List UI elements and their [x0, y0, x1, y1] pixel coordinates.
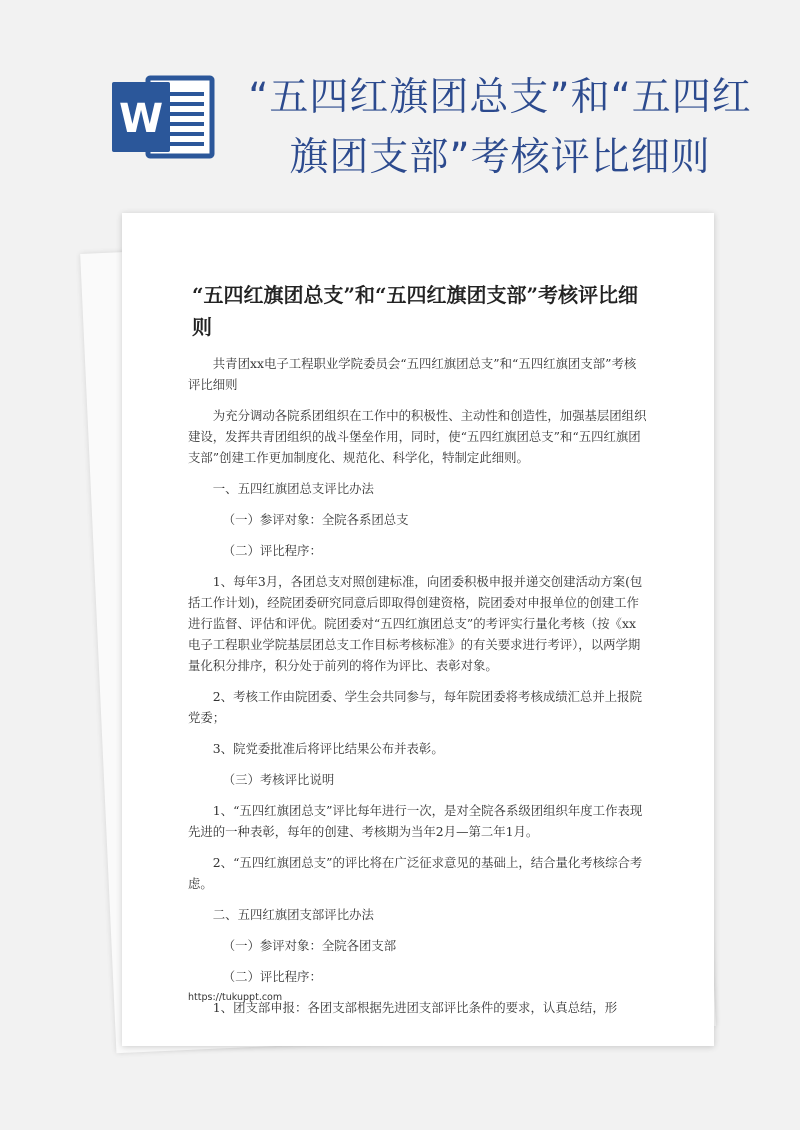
word-icon [112, 72, 216, 162]
document-body [188, 353, 648, 1028]
document-title: “五四红旗团总支”和“五四红旗团支部”考核评比细则 [192, 283, 639, 339]
section-heading-2: 二、五四红旗团支部评比办法 [212, 907, 374, 922]
paragraph-intro: 为充分调动各院系团组织在工作中的积极性、主动性和创造性，加强基层团组织建设，发挥共青团组织的战斗堡垒作用，同时，使“五四红旗团总支”和“五四红旗团支部”创建工作更加制度化、规范化、科学化，特制定此细则。 [188, 408, 647, 465]
subsection-1-3: （三）考核评比说明 [222, 772, 335, 787]
page-header-title: “五四红旗团总支”和“五四红旗团支部”考核评比细则 [248, 75, 752, 180]
subsection-1-1: （一）参评对象：全院各系团总支 [222, 512, 409, 527]
document-page [122, 213, 714, 1046]
subsection-1-2: （二）评比程序： [222, 543, 322, 558]
word-icon-letter: W [118, 96, 164, 142]
paragraph-item: 2、“五四红旗团总支”的评比将在广泛征求意见的基础上，结合量化考核综合考虑。 [188, 855, 643, 891]
section-heading-1: 一、五四红旗团总支评比办法 [212, 481, 374, 496]
subsection-2-2: （二）评比程序： [222, 969, 322, 984]
subsection-2-1: （一）参评对象：全院各团支部 [222, 938, 397, 953]
paragraph-item: 1、每年3月，各团总支对照创建标准，向团委积极申报并递交创建活动方案(包括工作计划)，经院团委研究同意后即取得创建资格，院团委对申报单位的创建工作进行监督、评估和评优。院团委对“五四红旗团总支”的考评实行量化考核（按《xx电子工程职业学院基层团总支工作目标考核标准》的有关要求进行考评），以两学期量化积分排序，积分处于前列的将作为评比、表彰对象。 [188, 574, 643, 673]
paragraph-item: 1、团支部申报：各团支部根据先进团支部评比条件的要求，认真总结，形 [212, 1000, 618, 1015]
paragraph-item: 1、“五四红旗团总支”评比每年进行一次，是对全院各系级团组织年度工作表现先进的一种表彰，每年的创建、考核期为当年2月—第二年1月。 [188, 803, 643, 839]
paragraph-item: 3、院党委批准后将评比结果公布并表彰。 [212, 741, 444, 756]
footer-url: https://tukuppt.com [188, 992, 283, 1003]
paragraph-heading: 共青团xx电子工程职业学院委员会“五四红旗团总支”和“五四红旗团支部”考核评比细则 [188, 356, 637, 392]
paragraph-item: 2、考核工作由院团委、学生会共同参与，每年院团委将考核成绩汇总并上报院党委； [188, 689, 642, 725]
